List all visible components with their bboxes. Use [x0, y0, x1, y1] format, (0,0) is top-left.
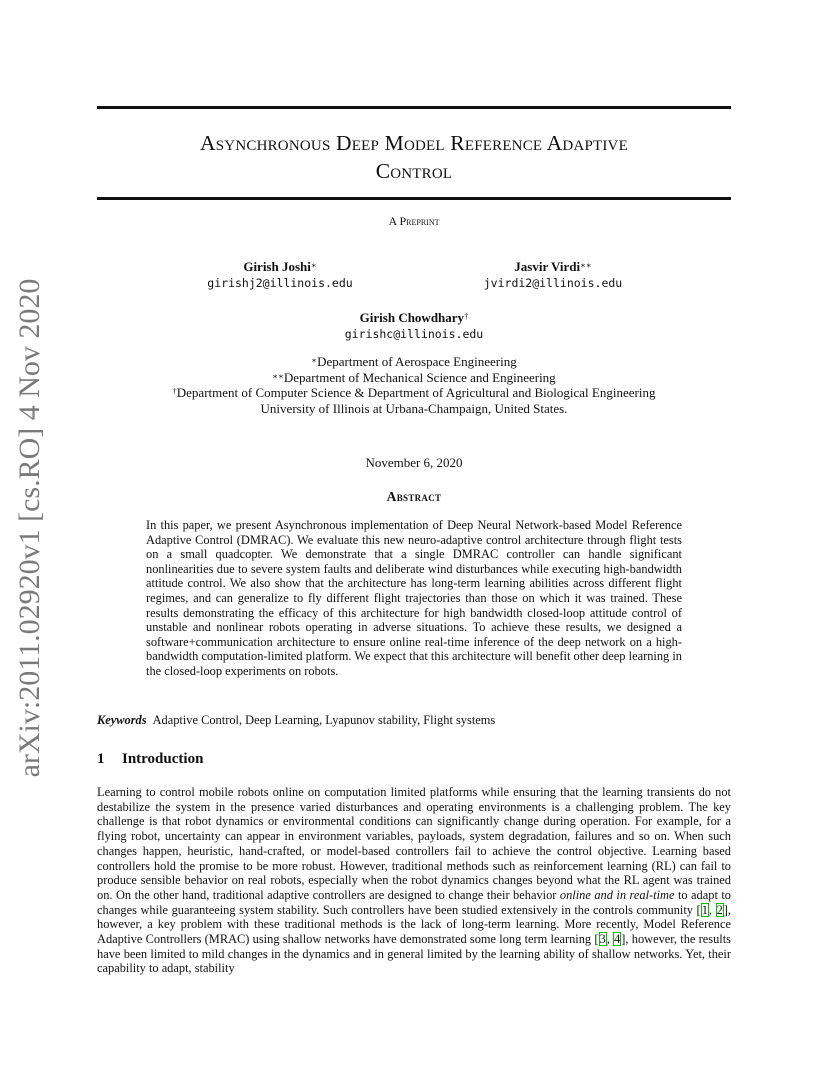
affiliations: [97, 354, 731, 416]
keywords-label: Keywords: [97, 713, 147, 727]
citation-link[interactable]: 3: [599, 932, 606, 947]
affiliation-line: ∗∗Department of Mechanical Science and Engineering: [272, 369, 556, 385]
citation-link[interactable]: 2: [716, 902, 723, 917]
author-email[interactable]: jvirdi2@illinois.edu: [483, 276, 623, 290]
section-heading-introduction: [97, 751, 203, 768]
author-email[interactable]: girishc@illinois.edu: [344, 327, 484, 341]
affiliation-line: ∗Department of Aerospace Engineering: [311, 354, 517, 369]
author-name: Girish Chowdhary†: [359, 310, 469, 325]
section-number: 1: [97, 751, 105, 767]
keywords-text: Adaptive Control, Deep Learning, Lyapunov stability, Flight systems: [152, 713, 496, 727]
abstract-heading: Abstract: [386, 489, 442, 504]
author-mark: †: [464, 311, 469, 321]
author-mark: ∗∗: [580, 260, 592, 270]
author-block: [150, 258, 410, 291]
paper-title-line-2: Control: [375, 159, 453, 183]
citation-link[interactable]: 1: [701, 902, 708, 917]
citation-link[interactable]: 4: [614, 932, 621, 947]
introduction-paragraph: Learning to control mobile robots online on computation limited platforms while ensuring that the learning transients do not destabilize the system in the presence varied disturbances and operating environments is a challenging problem. The key challenge is that robot dynamics or environmental conditions can significantly change during operation. For example, for a flying robot, uncertainty can appear in environment variables, payloads, system degradation, failures and so on. When such changes happen, heuristic, hand-crafted, or model-based controllers fail to achieve the control objective. Learning based controllers hold the promise to be more robust. However, traditional methods such as reinforcement learning (RL) can fail to produce sensible behavior on real robots, especially when the robot dynamics changes beyond what the RL agent was trained on. On the other hand, traditional adaptive controllers are designed to change their behavior online and in real-time to adapt to changes while guaranteeing system stability. Such controllers have been studied extensively in the controls community [1, 2], however, a key problem with these traditional methods is the lack of long-term learning. More recently, Model Reference Adaptive Controllers (MRAC) using shallow networks have demonstrated some long term learning [3, 4], however, the results have been limited to mild changes in the dynamics and in general limited by the learning ability of shallow networks. Yet, their capability to adapt, stability: [97, 785, 732, 976]
affiliation-line: University of Illinois at Urbana-Champaign, United States.: [260, 400, 568, 416]
author-mark: ∗: [310, 260, 317, 270]
publication-date: November 6, 2020: [365, 455, 463, 470]
preprint-label: A Preprint: [388, 214, 440, 228]
paper-title: [97, 129, 731, 185]
section-title: Introduction: [122, 751, 204, 767]
author-block: [284, 309, 544, 342]
abstract-text: In this paper, we present Asynchronous implementation of Deep Neural Network-based Model Reference Adaptive Control (DMRAC). We evaluate this new neuro-adaptive control architecture through flight tests on a small quadcopter. We demonstrate that a single DMRAC controller can handle significant nonlinearities due to severe system faults and deliberate wind disturbances while executing high-bandwidth attitude control. We also show that the architecture has long-term learning abilities across different flight regimes, and can generalize to fly different flight trajectories than those on which it was trained. These results demonstrating the efficacy of this architecture for high bandwidth closed-loop attitude control of unstable and nonlinear robots operating in adverse situations. To achieve these results, we designed a software+communication architecture to ensure online real-time inference of the deep network on a high-bandwidth computation-limited platform. We expect that this architecture will benefit other deep learning in the closed-loop experiments on robots.: [146, 518, 682, 678]
arxiv-identifier-stamp: arXiv:2011.02920v1 [cs.RO] 4 Nov 2020: [13, 278, 46, 778]
author-block: [423, 258, 683, 291]
paper-title-line-1: Asynchronous Deep Model Reference Adaptive: [200, 131, 628, 155]
author-email[interactable]: girishj2@illinois.edu: [207, 276, 353, 290]
author-name: Girish Joshi∗: [243, 259, 317, 274]
title-top-rule: [97, 106, 731, 109]
affiliation-line: †Department of Computer Science & Department of Agricultural and Biological Engineering: [172, 385, 656, 400]
title-bottom-rule: [97, 197, 731, 200]
keywords-line: [97, 713, 731, 728]
author-name: Jasvir Virdi∗∗: [514, 259, 592, 274]
emphasis-text: online and in real-time: [559, 887, 675, 902]
